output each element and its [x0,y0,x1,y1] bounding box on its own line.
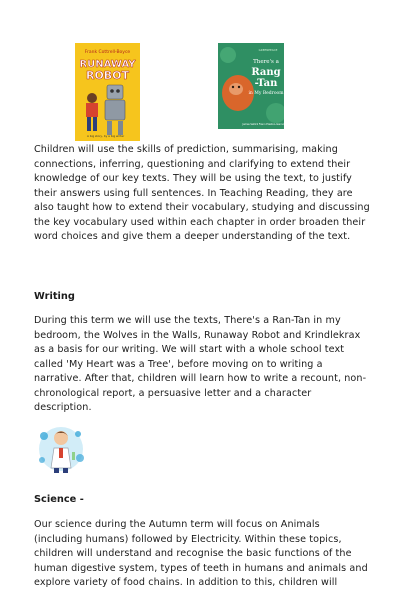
rang-tan-book-cover [218,43,284,129]
rang-tan-cover-art [218,43,284,129]
science-paragraph: Our science during the Autumn term will focus on Animals (including humans) followed by Electricity. Within these topics, children will understand and recognise the basic functions of the human digestive system, types of teeth in humans and animals and explore variety of food chains. In addition to this, children will [34,519,368,588]
robot-body-shape [105,100,125,120]
robot-head-shape [107,85,123,99]
book2-title-line1: There's a [253,59,279,65]
book1-title-line2: ROBOT [85,69,130,82]
book1-tagline: A big story, by a big writer [87,134,125,138]
scientist-icon [34,422,88,476]
book2-title-line2: Rang [251,67,281,78]
writing-heading: Writing [34,291,75,302]
writing-paragraph: During this term we will use the texts, There's a Ran-Tan in my bedroom, the Wolves in the Walls, Runaway Robot and Krindlekrax as a basis for our writing. We will start with a whole school text called 'My Heart was a Tree', before moving on to writing a narrative. After that, children will learn how to write a recount, non-chronological report, a persuasive letter and a character description. [34,315,367,413]
scientist-illustration [34,422,88,476]
book1-title-line1: RUNAWAY [79,59,136,70]
book1-author: Frank Cottrell-Boyce [84,50,131,55]
runaway-robot-book-cover [75,43,140,141]
book2-title-line4: in My Bedroom [248,91,284,96]
reading-paragraph: Children will use the skills of prediction, summarising, making connections, inferring, questioning and clarifying to extend their knowledge of our key texts. They will be using the text, to justify their answers using full sentences. In Teaching Reading, they are also taught how to extend their vocabulary, studying and discussing the key vocabulary used within each chapter in order broaden their word choices and give them a deeper understanding of the text. [34,144,370,242]
boy-head-shape [87,93,97,103]
science-heading: Science - [34,494,84,505]
runaway-robot-cover-art [75,43,140,141]
book2-authors: James Sellick Frann Preston-Gannon [242,123,284,126]
boy-body-shape [86,103,98,117]
scientist-head [54,431,68,445]
book2-title-line3: -Tan [254,78,278,89]
book2-badge: GREENPEACE [258,48,278,52]
